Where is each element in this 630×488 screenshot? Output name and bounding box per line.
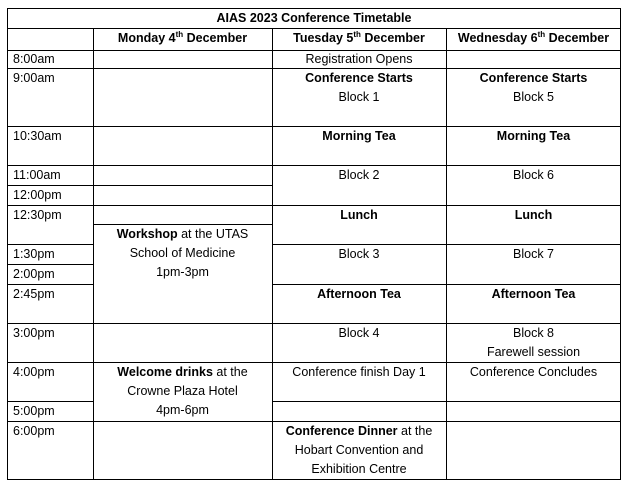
tuesday-conference-dinner: Conference Dinner at the Hobart Convention and Exhibition Centre: [285, 424, 433, 476]
tuesday-lunch: Lunch: [340, 208, 378, 222]
tuesday-block-2: Block 2: [338, 168, 380, 182]
time-label: 10:30am: [13, 129, 62, 143]
timetable: [7, 8, 621, 480]
wednesday-lunch: Lunch: [514, 208, 553, 222]
header-wednesday: Wednesday 6th December: [457, 29, 610, 45]
wednesday-conference-start: Conference Starts Block 5: [479, 71, 588, 104]
event-name: Welcome drinks: [117, 365, 213, 379]
wednesday-concludes: Conference Concludes: [469, 365, 598, 379]
wednesday-block-6: Block 6: [513, 168, 554, 182]
wednesday-morning-tea: Morning Tea: [496, 129, 571, 143]
event-name: Conference Dinner: [285, 424, 398, 438]
tuesday-afternoon-tea: Afternoon Tea: [317, 287, 401, 301]
time-label: 12:30pm: [13, 208, 62, 222]
wednesday-block-7: Block 7: [513, 247, 554, 261]
monday-workshop: Workshop at the UTAS School of Medicine 1pm-3pm: [116, 227, 249, 279]
tuesday-conference-start: Conference Starts Block 1: [305, 71, 413, 104]
tuesday-block-4: Block 4: [338, 326, 380, 340]
time-label: 9:00am: [13, 71, 55, 85]
grid-line: [7, 479, 621, 480]
wednesday-block-8: Block 8 Farewell session: [486, 326, 581, 359]
time-label: 5:00pm: [13, 404, 55, 418]
tuesday-block-3: Block 3: [338, 247, 380, 261]
table-title: AIAS 2023 Conference Timetable: [216, 11, 412, 25]
tuesday-finish: Conference finish Day 1: [292, 365, 426, 379]
tuesday-registration: Registration Opens: [305, 52, 413, 66]
time-label: 3:00pm: [13, 326, 55, 340]
time-label: 2:00pm: [13, 267, 55, 281]
event-name: Workshop: [116, 227, 178, 241]
time-label: 11:00am: [13, 168, 61, 182]
wednesday-afternoon-tea: Afternoon Tea: [491, 287, 576, 301]
time-label: 2:45pm: [13, 287, 55, 301]
tuesday-morning-tea: Morning Tea: [322, 129, 396, 143]
time-label: 6:00pm: [13, 424, 55, 438]
monday-welcome-drinks: Welcome drinks at the Crowne Plaza Hotel 4pm-6pm: [117, 365, 248, 417]
time-label: 1:30pm: [13, 247, 55, 261]
time-label: 8:00am: [13, 52, 55, 66]
time-label: 4:00pm: [13, 365, 55, 379]
time-label: 12:00pm: [13, 188, 62, 202]
header-tuesday: Tuesday 5th December: [293, 29, 425, 45]
header-monday: Monday 4th December: [117, 29, 248, 45]
grid-line: [272, 401, 621, 402]
